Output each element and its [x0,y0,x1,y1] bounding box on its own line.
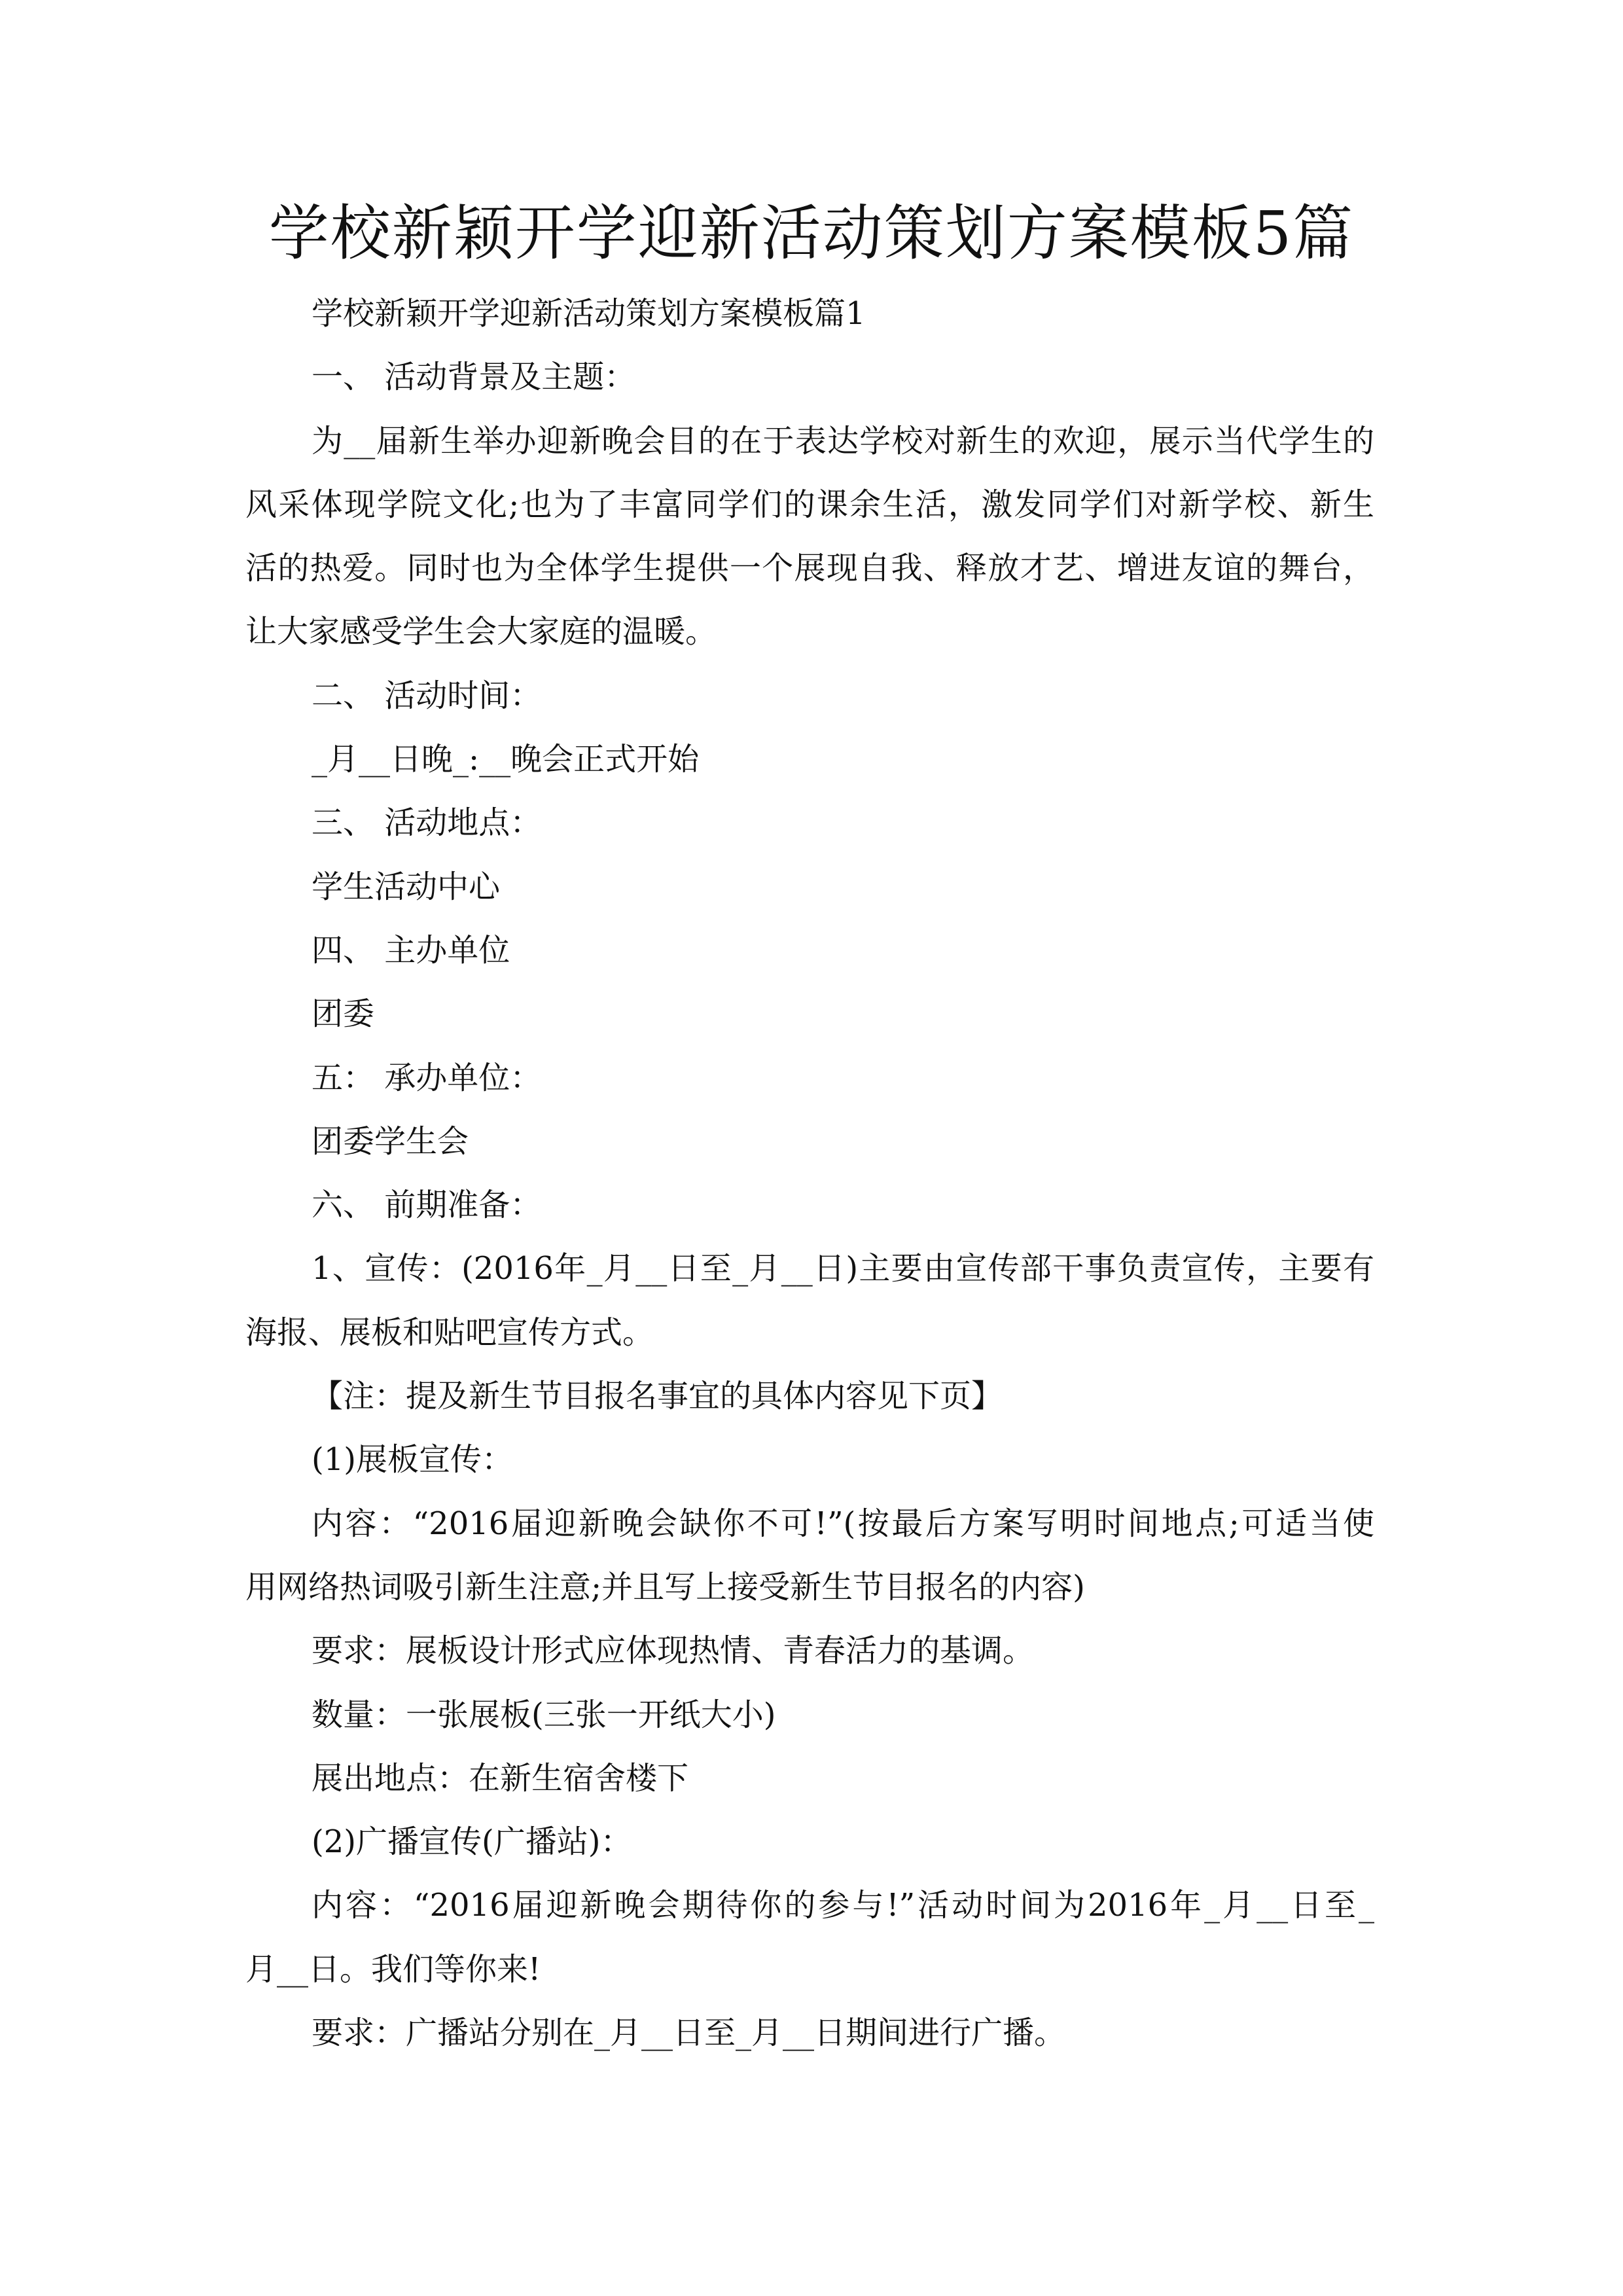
paragraph [245,919,1374,982]
paragraph [245,664,1374,728]
paragraph [245,1365,1374,1428]
paragraph [245,982,1374,1046]
text-line: 月__日。我们等你来! [245,1950,541,1988]
paragraph [245,1874,1374,2001]
text-line: 要求：广播站分别在_月__日至_月__日期间进行广播。 [312,2015,1066,2052]
text-line: 五： 承办单位： [312,1059,542,1096]
paragraph [245,410,1374,664]
text-line: 内容：“2016届迎新晚会缺你不可!”(按最后方案写明时间地点;可适当使 [312,1505,1374,1542]
text-line: 团委学生会 [312,1122,469,1160]
paragraph [245,1619,1374,1683]
text-line: 数量：一张展板(三张一开纸大小) [312,1696,776,1733]
text-line: 1、宣传：(2016年_月__日至_月__日)主要由宣传部干事负责宣传，主要有 [312,1250,1374,1287]
document-body [245,282,1374,2065]
paragraph [245,1810,1374,1874]
text-line: 学校新颖开学迎新活动策划方案模板篇1 [312,295,866,332]
text-line: 风采体现学院文化;也为了丰富同学们的课余生活，激发同学们对新学校、新生 [245,486,1374,523]
text-line: 学生活动中心 [312,868,501,905]
text-line: 让大家感受学生会大家庭的温暖。 [245,613,717,651]
text-line: (1)展板宣传： [312,1441,513,1479]
document-title: 学校新颖开学迎新活动策划方案模板5篇 [268,198,1355,268]
text-line: 二、 活动时间： [312,677,542,714]
paragraph [245,1237,1374,1365]
text-line: 四、 主办单位 [312,931,510,969]
text-line: 内容：“2016届迎新晚会期待你的参与!”活动时间为2016年_月__日至_ [312,1887,1374,1924]
paragraph [245,2001,1374,2065]
text-line: _月__日晚_:__晚会正式开始 [312,741,700,778]
text-line: 为__届新生举办迎新晚会目的在于表达学校对新生的欢迎，展示当代学生的 [312,422,1374,459]
text-line: 一、 活动背景及主题： [312,359,636,396]
paragraph [245,1492,1374,1620]
text-line: 团委 [312,996,375,1033]
paragraph [245,1047,1374,1110]
paragraph [245,282,1374,346]
paragraph [245,1747,1374,1810]
paragraph [245,1110,1374,1174]
paragraph [245,728,1374,791]
text-line: 展出地点：在新生宿舍楼下 [312,1759,689,1797]
text-line: 海报、展板和贴吧宣传方式。 [245,1314,654,1351]
text-line: 要求：展板设计形式应体现热情、青春活力的基调。 [312,1632,1035,1670]
paragraph [245,1174,1374,1237]
paragraph [245,1683,1374,1747]
text-line: 【注：提及新生节目报名事宜的具体内容见下页】 [312,1378,1003,1415]
paragraph [245,791,1374,855]
text-line: 六、 前期准备： [312,1187,542,1224]
text-line: 三、 活动地点： [312,804,542,842]
paragraph [245,855,1374,919]
paragraph [245,346,1374,409]
paragraph [245,1428,1374,1492]
text-line: 用网络热词吸引新生注意;并且写上接受新生节目报名的内容) [245,1568,1085,1605]
text-line: 活的热爱。同时也为全体学生提供一个展现自我、释放才艺、增进友谊的舞台， [245,550,1374,587]
text-line: (2)广播宣传(广播站)： [312,1823,632,1861]
